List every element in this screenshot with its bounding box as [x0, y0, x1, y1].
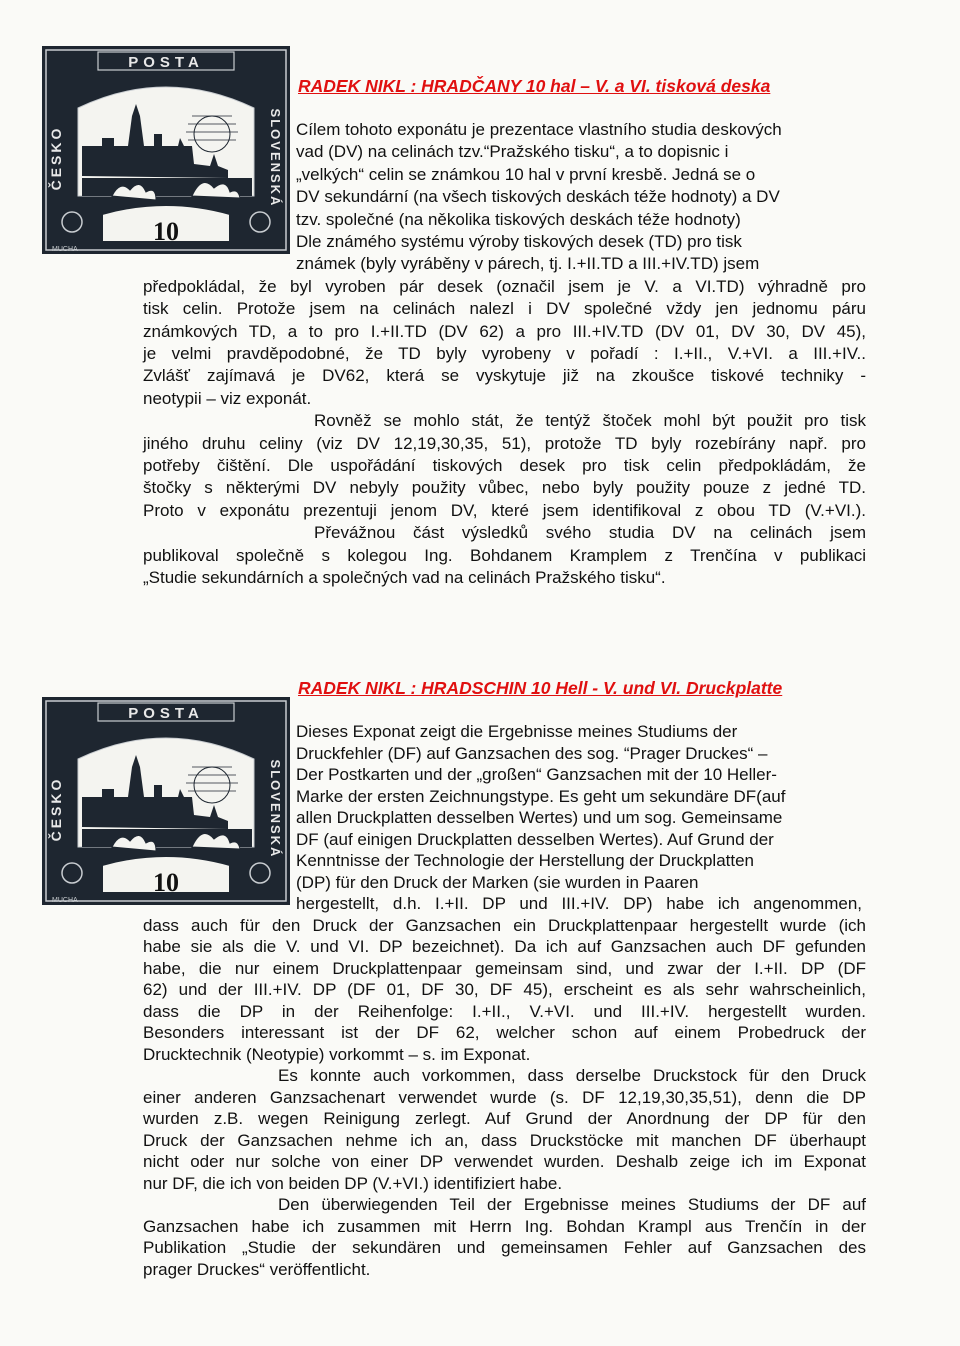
text-line: známkových TD, a to pro I.+II.TD (DV 62) a pro III.+IV.TD (DV 01, DV 30, DV 45), [143, 321, 866, 341]
svg-text:SLOVENSKÁ: SLOVENSKÁ [268, 108, 283, 208]
text-line: DV sekundární (na všech tiskových deskách téže hodnoty) a DV [296, 187, 780, 207]
text-line: je velmi pravděpodobné, že TD byly vyrobeny v pořadí : I.+II., V.+VI. a III.+IV.. [143, 344, 866, 363]
text-line: Der Postkarten und der „großen“ Ganzsachen mit der 10 Heller- [296, 765, 777, 784]
text-line: Es konnte auch vorkommen, dass derselbe Druckstock für den Druck [278, 1066, 866, 1085]
text-line: neotypii – viz exponát. [143, 388, 312, 408]
svg-text:ČESKO: ČESKO [48, 776, 64, 842]
text-line: DF (auf einigen Druckplatten desselben Wertes). Auf Grund der [296, 829, 774, 849]
text-line: dass auch für den Druck der Ganzsachen ein Druckplattenpaar hergestellt wurde (ich [143, 915, 866, 935]
text-line: „Studie sekundárních a společných vad na celinách Pražského tisku“. [143, 568, 666, 587]
text-line: Druckfehler (DF) auf Ganzsachen des sog. “Prager Druckes“ – [296, 743, 768, 763]
svg-text:POSTA: POSTA [128, 705, 204, 722]
svg-text:MUCHA: MUCHA [52, 897, 78, 904]
svg-text:10: 10 [153, 868, 179, 897]
text-line: nicht oder nur solche von einer DP verwendet wurden. Deshalb zeige ich im Exponat [143, 1152, 866, 1171]
german-title: RADEK NIKL : HRADSCHIN 10 Hell - V. und VI. Druckplatte [298, 678, 783, 698]
text-line: publikoval společně s kolegou Ing. Bohdanem Kramplem z Trenčína v publikaci [143, 545, 866, 565]
text-line: wurden z.B. wegen Reinigung zerlegt. Auf Grund der Anordnung der DP für den [143, 1109, 866, 1128]
text-line: Dle známého systému výroby tiskových desek (TD) pro tisk [296, 232, 742, 251]
stamp-image-german [42, 697, 290, 905]
text-line: allen Druckplatten desselben Wertes) und um sog. Gemeinsame [296, 808, 783, 827]
text-line: 62) und der III.+IV. DP (DF 01, DF 30, DF 45), erscheint es als sehr wahrscheinlich, [143, 980, 866, 999]
text-line: Besonders interessant ist der DF 62, welcher schon auf einem Probedruck der [143, 1023, 866, 1042]
text-line: Proto v exponátu prezentuji jenom DV, které jsem identifikoval z obou TD (V.+VI.). [143, 500, 866, 520]
text-line: Dieses Exponat zeigt die Ergebnisse meines Studiums der [296, 722, 738, 741]
text-line: Drucktechnik (Neotypie) vorkommt – s. im Exponat. [143, 1044, 531, 1064]
text-line: jiného druhu celiny (viz DV 12,19,30,35, 51), protože TD byly rozebírány např. pro [143, 433, 866, 453]
text-line: potřeby čištění. Dle uspořádání tiskových desek pro tisk celin předpokládám, že [143, 456, 866, 475]
text-line: prager Druckes“ veröffentlicht. [143, 1259, 371, 1279]
text-line: Zvlášť zajímavá je DV62, která se vyskytuje již na zkoušce tiskové techniky - [143, 366, 866, 386]
text-line: Marke der ersten Zeichnungstype. Es geht um sekundäre DF(auf [296, 786, 786, 806]
text-line: „velkých“ celin se známkou 10 hal v první kresbě. Jedná se o [296, 164, 756, 184]
text-line: předpokládal, že byl vyroben pár desek (označil jsem je V. a VI.TD) výhradně pro [143, 276, 866, 296]
text-line: Rovněž se mohlo stát, že tentýž štoček mohl být použit pro tisk [314, 411, 866, 431]
svg-text:ČESKO: ČESKO [48, 125, 64, 191]
text-line: habe, die nur einem Druckplattenpaar gemeinsam sind, und zwar der I.+II. DP (DF [143, 958, 866, 978]
stamp-image-czech [42, 46, 290, 254]
text-line: Ganzsachen habe ich zusammen mit Herrn Ing. Bohdan Krampl aus Trenčín in der [143, 1216, 866, 1236]
text-line: Cílem tohoto exponátu je prezentace vlastního studia deskových [296, 120, 782, 139]
text-line: vad (DV) na celinách tzv.“Pražského tisku“, a to dopisnic i [296, 142, 729, 162]
svg-text:MUCHA: MUCHA [52, 246, 78, 253]
text-line: Kenntnisse der Technologie der Herstellung der Druckplatten [296, 851, 755, 870]
svg-text:SLOVENSKÁ: SLOVENSKÁ [268, 759, 283, 859]
text-line: nur DF, die ich von beiden DP (V.+VI.) identifiziert habe. [143, 1173, 563, 1193]
text-line: (DP) für den Druck der Marken (sie wurden in Paaren [296, 872, 699, 892]
text-line: habe sie als die V. und VI. DP bezeichnet). Da ich auf Ganzsachen auch DF gefunden [143, 937, 866, 956]
text-line: štočky s některými DV nebyly použity vůbec, nebo byly použity pouze z jedné TD. [143, 478, 866, 498]
czech-title: RADEK NIKL : HRADČANY 10 hal – V. a VI. tisková deska [298, 76, 771, 96]
text-line: tisk celin. Protože jsem na celinách nalezl i DV společné vždy jen jednomu páru [143, 299, 866, 319]
svg-text:10: 10 [153, 217, 179, 246]
text-line: Publikation „Studie der sekundären und gemeinsamen Fehler auf Ganzsachen des [143, 1238, 866, 1257]
text-line: tzv. společné (na několika tiskových deskách téže hodnoty) [296, 209, 741, 229]
text-line: dass die DP in der Reihenfolge: I.+II., V.+VI. und III.+IV. hergestellt wurden. [143, 1001, 866, 1021]
text-line: Den überwiegenden Teil der Ergebnisse meines Studiums der DF auf [278, 1195, 866, 1214]
text-line: známek (byly vyráběny v párech, tj. I.+II.TD a III.+IV.TD) jsem [296, 254, 760, 274]
text-line: hergestellt, d.h. I.+II. DP und III.+IV. DP) habe ich angenommen, [296, 894, 862, 913]
svg-text:POSTA: POSTA [128, 54, 204, 71]
text-line: einer anderen Ganzsachenart verwendet wurde (s. DF 12,19,30,35,51), denn die DP [143, 1087, 866, 1107]
text-line: Druck der Ganzsachen nehme ich an, dass Druckstöcke mit manchen DF überhaupt [143, 1130, 866, 1150]
text-line: Převážnou část výsledků svého studia DV na celinách jsem [314, 523, 866, 543]
